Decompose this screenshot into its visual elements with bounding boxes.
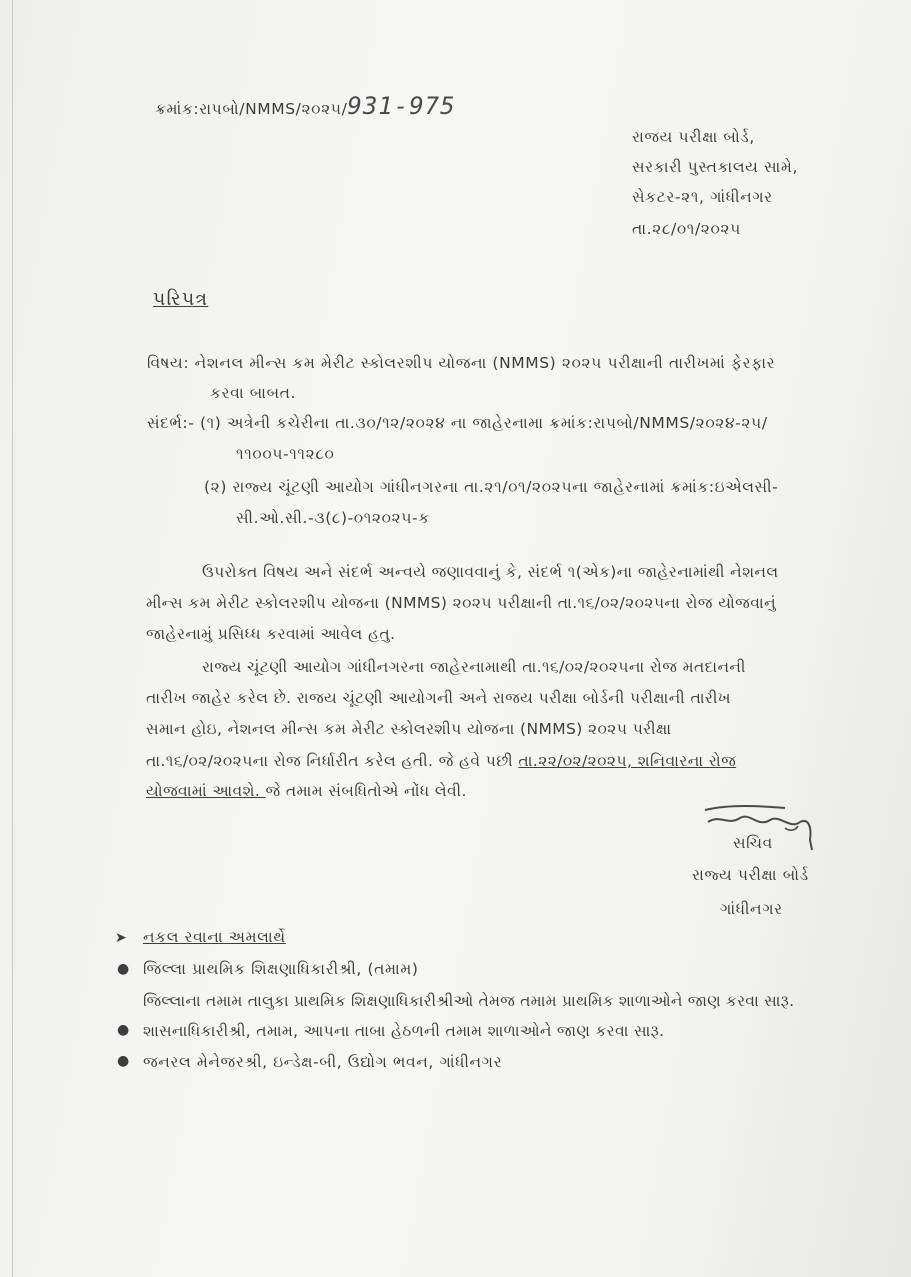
copy-recipient: જિલ્લા પ્રાથમિક શિક્ષણાધિકારીશ્રી, (તમામ) (143, 960, 419, 978)
copy-recipient-note: જિલ્લાના તમામ તાલુકા પ્રાથમિક શિક્ષણાધિકારીશ્રીઓ તેમજ તમામ પ્રાથમિક શાળાઓને જાણ કરવા સારૂ. (143, 992, 795, 1010)
signatory-city: ગાંધીનગર (720, 900, 783, 918)
reference-handwritten: 931-975 (347, 92, 456, 120)
subject-line: વિષય: નેશનલ મીન્સ કમ મેરીટ સ્કોલરશીપ યોજના (NMMS) ૨૦૨૫ પરીક્ષાની તારીખમાં ફેરફાર (147, 354, 776, 372)
address-line: સરકારી પુસ્તકાલય સામે, (632, 158, 798, 176)
paragraph-line: સમાન હોઇ, નેશનલ મીન્સ કમ મેરીટ સ્કોલરશીપ યોજના (NMMS) ૨૦૨૫ પરીક્ષા (146, 720, 672, 738)
bullet-icon: ● (117, 1022, 130, 1038)
copy-recipient: શાસનાધિકારીશ્રી, તમામ, આપના તાબા હેઠળની તમામ શાળાઓને જાણ કરવા સારૂ. (143, 1022, 665, 1040)
subject-line: કરવા બાબત. (210, 384, 297, 402)
paragraph-line (146, 782, 467, 801)
new-exam-date-cont: યોજવામાં આવશે. (146, 782, 266, 800)
reference-item-cont: સી.ઓ.સી.-૩(૮)-૦૧૨૦૨૫-ક (236, 509, 430, 527)
paragraph-line: મીન્સ કમ મેરીટ સ્કોલરશીપ યોજના (NMMS) ૨૦૨૫ પરીક્ષાની તા.૧૬/૦૨/૨૦૨૫ના રોજ યોજવાનું (146, 594, 777, 612)
copy-heading: નકલ રવાના અમલાર્થે (143, 928, 286, 946)
reference-number (155, 92, 456, 120)
arrow-bullet-icon: ➤ (115, 930, 127, 946)
paragraph-line: જાહેરનામું પ્રસિધ્ધ કરવામાં આવેલ હતુ. (146, 625, 396, 643)
paragraph-text: જે તમામ સંબધિતોએ નોંધ લેવી. (265, 782, 467, 800)
bullet-icon: ● (117, 961, 130, 977)
paragraph-line: તારીખ જાહેર કરેલ છે. રાજય ચૂંટણી આયોગની અને રાજય પરીક્ષા બોર્ડની પરીક્ષાની તારીખ (146, 689, 731, 707)
reference-item: સંદર્ભ:- (૧) અત્રેની કચેરીના તા.૩૦/૧૨/૨૦૨૪ ના જાહેરનામા ક્રમાંક:રાપબો/NMMS/૨૦૨૪-૨૫/ (147, 414, 768, 432)
reference-item: (૨) રાજ્ય ચૂંટણી આયોગ ગાંધીનગરના તા.૨૧/૦૧/૨૦૨૫ના જાહેરનામાં ક્રમાંક:ઇએલસી- (204, 478, 779, 496)
reference-item-cont: ૧૧૦૦૫-૧૧૨૮૦ (236, 445, 335, 463)
signatory-organisation: રાજ્ય પરીક્ષા બોર્ડ (692, 866, 809, 884)
page-title: પરિપત્ર (153, 288, 209, 310)
paragraph-text: તા.૧૬/૦૨/૨૦૨૫ના રોજ નિર્ધારીત કરેલ હતી. જે હવે પછી (146, 752, 519, 770)
address-line: રાજય પરીક્ષા બોર્ડ, (632, 128, 755, 146)
reference-prefix: ક્રમાંક:રાપબો/NMMS/૨૦૨૫/ (155, 100, 348, 118)
paragraph-line: રાજ્ય ચૂંટણી આયોગ ગાંધીનગરના જાહેરનામાથી તા.૧૬/૦૨/૨૦૨૫ના રોજ મતદાનની (202, 658, 746, 676)
copy-recipient: જનરલ મેનેજરશ્રી, ઇન્ડેક્ષ-બી, ઉદ્યોગ ભવન, ગાંધીનગર (143, 1053, 503, 1071)
new-exam-date: તા.૨૨/૦૨/૨૦૨૫, શનિવારના રોજ (518, 752, 737, 770)
paragraph-line (146, 752, 736, 771)
signatory-designation: સચિવ (733, 834, 773, 852)
address-line: સેકટર-૨૧, ગાંધીનગર (632, 188, 773, 206)
page-edge (12, 0, 13, 1277)
bullet-icon: ● (117, 1053, 130, 1069)
document-date: તા.૨૮/૦૧/૨૦૨૫ (632, 220, 741, 238)
paragraph-line: ઉપરોક્ત વિષય અને સંદર્ભ અન્વયે જણાવવાનું કે, સંદર્ભ ૧(એક)ના જાહેરનામાંથી નેશનલ (202, 563, 779, 581)
